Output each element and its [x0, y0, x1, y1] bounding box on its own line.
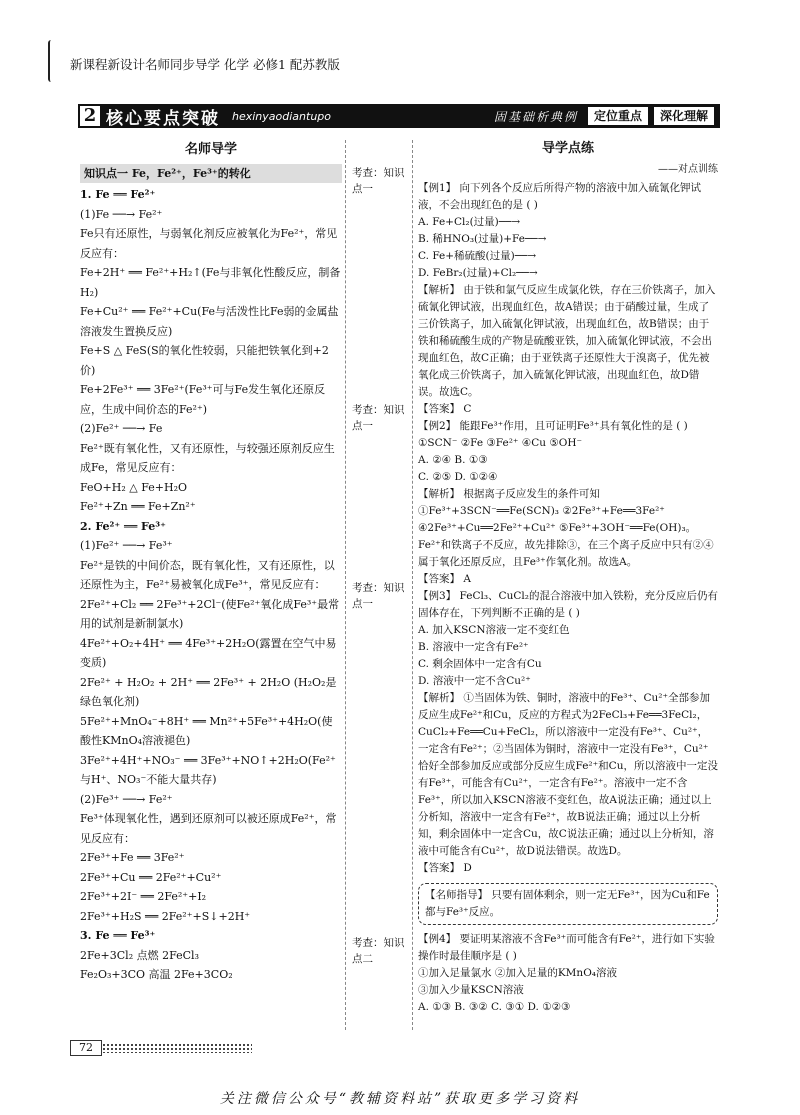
- content-line: Fe+2Fe³⁺ ══ 3Fe²⁺(Fe³⁺可与Fe发生氧化还原反应，生成中间价态的Fe²⁺): [80, 383, 326, 416]
- banner-pinyin: hexinyaodiantupo: [232, 109, 332, 123]
- example-line: 【答案】 A: [418, 573, 471, 585]
- content-line: 3. Fe ══ Fe³⁺: [80, 929, 156, 942]
- exam-label: 考查：知识点一: [352, 167, 405, 195]
- right-column: [418, 140, 718, 1016]
- exam-label: 考查：知识点一: [352, 404, 405, 432]
- content-line: 2Fe³⁺+Fe ══ 3Fe²⁺: [80, 851, 185, 864]
- footer-note: 关注微信公众号“教辅资料站”获取更多学习资料: [219, 1091, 581, 1107]
- content-line: Fe²⁺是铁的中间价态，既有氧化性，又有还原性，以还原性为主，Fe²⁺易被氧化成Fe³⁺，常见反应有：: [80, 558, 335, 591]
- exam-label: 考查：知识点二: [352, 937, 405, 965]
- running-header: 新课程新设计名师同步导学 化学 必修1 配苏教版: [70, 57, 340, 72]
- example-line: A. ②④ B. ①③: [418, 454, 488, 466]
- content-line: 2Fe³⁺+Cu ══ 2Fe²⁺+Cu²⁺: [80, 870, 222, 884]
- example-line: D. 溶液中一定不含Cu²⁺: [418, 675, 531, 687]
- content-line: (2)Fe²⁺ ──→ Fe: [80, 422, 163, 435]
- content-line: Fe₂O₃+3CO 高温 2Fe+3CO₂: [80, 968, 233, 981]
- example-line: ①加入足量氯水 ②加入足量的KMnO₄溶液: [418, 967, 618, 979]
- example-4: [418, 931, 718, 1016]
- example-line: B. 稀HNO₃(过量)+Fe──→: [418, 233, 547, 245]
- content-line: (2)Fe³⁺ ──→ Fe²⁺: [80, 792, 173, 806]
- content-line: Fe²⁺+Zn ══ Fe+Zn²⁺: [80, 500, 196, 513]
- example-1: [418, 180, 718, 418]
- example-3: [418, 588, 718, 877]
- example-line: ①SCN⁻ ②Fe ③Fe²⁺ ④Cu ⑤OH⁻: [418, 437, 583, 449]
- content-line: Fe+Cu²⁺ ══ Fe²⁺+Cu(Fe与活泼性比Fe弱的金属盐溶液发生置换反应): [80, 305, 339, 338]
- banner-tag-2: 深化理解: [654, 107, 714, 125]
- content-line: 2Fe²⁺ + H₂O₂ + 2H⁺ ══ 2Fe³⁺ + 2H₂O (H₂O₂是绿色氧化剂): [80, 675, 337, 708]
- content-line: 5Fe²⁺+MnO₄⁻+8H⁺ ══ Mn²⁺+5Fe³⁺+4H₂O(使酸性KMnO₄溶液褪色): [80, 714, 333, 747]
- content-line: Fe²⁺既有氧化性，又有还原性，与较强还原剂反应生成Fe，常见反应有：: [80, 441, 335, 474]
- right-section-title: 导学点练: [541, 141, 594, 156]
- left-section-title: 名师导学: [184, 142, 237, 157]
- knowledge-point-heading: 知识点一 Fe，Fe²⁺，Fe³⁺的转化: [80, 164, 342, 184]
- content-line: 4Fe²⁺+O₂+4H⁺ ══ 4Fe³⁺+2H₂O(露置在空气中易变质): [80, 636, 337, 669]
- content-line: 2. Fe²⁺ ══ Fe³⁺: [80, 519, 166, 533]
- column-divider: [412, 140, 413, 1030]
- left-column: [80, 140, 342, 985]
- content-line: 2Fe+3Cl₂ 点燃 2FeCl₃: [80, 948, 199, 962]
- content-line: Fe³⁺体现氧化性，遇到还原剂可以被还原成Fe²⁺，常见反应有：: [80, 812, 337, 845]
- example-line: C. 剩余固体中一定含有Cu: [418, 658, 542, 670]
- page-number: 72: [70, 1040, 102, 1056]
- content-line: 2Fe³⁺+2I⁻ ══ 2Fe²⁺+I₂: [80, 890, 207, 903]
- right-subtitle: ——对点训练: [658, 164, 718, 175]
- exam-label: 考查：知识点一: [352, 582, 405, 610]
- left-content: [80, 185, 342, 985]
- content-line: Fe+S △ FeS(S的氧化性较弱，只能把铁氧化到+2价): [80, 344, 329, 377]
- example-line: A. ①③ B. ③② C. ③① D. ①②③: [418, 1001, 571, 1013]
- teacher-tip: 【名师指导】 只要有固体剩余，则一定无Fe³⁺，因为Cu和Fe都与Fe³⁺反应。: [418, 883, 718, 925]
- section-banner: [78, 104, 720, 128]
- example-line: D. FeBr₂(过量)+Cl₂──→: [418, 267, 538, 279]
- example-line: 【解析】 根据离子反应发生的条件可知①Fe³⁺+3SCN⁻══Fe(SCN)₃ ②2Fe³⁺+Fe══3Fe²⁺ ④2Fe³⁺+Cu══2Fe²⁺+Cu²⁺ ⑤Fe³⁺+3OH⁻══Fe(OH)₃。Fe²⁺和铁离子不反应，故先排除③，在三个离子反应中只有②④属于氧化还原反应，且Fe³⁺作氧化剂。故选A。: [418, 488, 714, 568]
- example-line: ③加入少量KSCN溶液: [418, 984, 524, 996]
- content-line: FeO+H₂ △ Fe+H₂O: [80, 480, 188, 494]
- example-line: C. ②⑤ D. ①②④: [418, 471, 498, 483]
- example-line: 【解析】 ①当固体为铁、铜时，溶液中的Fe³⁺、Cu²⁺全部参加反应生成Fe²⁺和Cu，反应的方程式为2FeCl₃+Fe══3FeCl₂，CuCl₂+Fe══Cu+FeCl₂，所以溶液中一定没有Fe³⁺、Cu²⁺，一定含有Fe²⁺；②当固体为铜时，溶液中一定没有Fe³⁺，Cu²⁺恰好全部参加反应或部分反应生成Fe²⁺和Cu，所以溶液中一定没有Fe³⁺，可能含有Cu²⁺，一定含有Fe²⁺。溶液中一定不含Fe³⁺，所以加入KSCN溶液不变红色，故A说法正确；通过以上分析知，溶液中一定含有Fe²⁺，故B说法正确；通过以上分析知，剩余固体中一定含Cu，故C说法正确；通过以上分析知，溶液中可能含有Cu²⁺，故D说法错误。故选D。: [418, 692, 718, 857]
- example-line: 【解析】 由于铁和氯气反应生成氯化铁，存在三价铁离子，加入硫氰化钾试液，出现血红色，故A错误；由于硝酸过量，生成了三价铁离子，加入硫氰化钾试液，出现血红色，故B错误；由于铁和稀硫酸生成的产物是硫酸亚铁，加入硫氰化钾试液，不会出现血红色，故C正确；由于亚铁离子还原性大于溴离子，优先被氧化成三价铁离子，加入硫氰化钾试液，出现血红色，故D错误。故选C。: [418, 284, 716, 398]
- content-line: (1)Fe ──→ Fe²⁺: [80, 207, 163, 221]
- example-line: 【答案】 D: [418, 862, 472, 874]
- example-line: 【例4】 要证明某溶液不含Fe³⁺而可能含有Fe²⁺，进行如下实验操作时最佳顺序是 ( ): [418, 933, 715, 962]
- example-line: A. 加入KSCN溶液一定不变红色: [418, 624, 570, 636]
- banner-title: 核心要点突破: [106, 108, 220, 129]
- content-line: Fe+2H⁺ ══ Fe²⁺+H₂↑(Fe与非氧化性酸反应，制备H₂): [80, 266, 341, 299]
- banner-tag-1: 定位重点: [588, 107, 648, 125]
- example-line: 【答案】 C: [418, 403, 472, 415]
- content-line: 1. Fe ══ Fe²⁺: [80, 188, 156, 201]
- content-line: Fe只有还原性，与弱氧化剂反应被氧化为Fe²⁺，常见反应有：: [80, 227, 338, 260]
- banner-number: 2: [80, 106, 100, 126]
- example-line: 【例2】 能跟Fe³⁺作用，且可证明Fe³⁺具有氧化性的是 ( ): [418, 420, 688, 432]
- content-line: (1)Fe²⁺ ──→ Fe³⁺: [80, 539, 173, 552]
- example-line: 【例1】 向下列各个反应后所得产物的溶液中加入硫氰化钾试液，不会出现红色的是 ( ): [418, 182, 702, 211]
- banner-slogan: 固基础析典例: [493, 109, 578, 124]
- example-line: A. Fe+Cl₂(过量)──→: [418, 216, 521, 228]
- content-line: 3Fe²⁺+4H⁺+NO₃⁻ ══ 3Fe³⁺+NO↑+2H₂O(Fe²⁺与H⁺、NO₃⁻不能大量共存): [80, 753, 336, 786]
- column-divider: [345, 140, 346, 1030]
- content-line: 2Fe²⁺+Cl₂ ══ 2Fe³⁺+2Cl⁻(使Fe²⁺氧化成Fe³⁺最常用的试剂是新制氯水): [80, 597, 340, 630]
- header-bar: [48, 40, 54, 82]
- content-line: 2Fe³⁺+H₂S ══ 2Fe²⁺+S↓+2H⁺: [80, 909, 251, 923]
- example-line: B. 溶液中一定含有Fe²⁺: [418, 641, 529, 653]
- example-2: [418, 418, 718, 588]
- example-line: C. Fe+稀硫酸(过量)──→: [418, 250, 537, 262]
- example-line: 【例3】 FeCl₃、CuCl₂的混合溶液中加入铁粉，充分反应后仍有固体存在，下列判断不正确的是 ( ): [418, 590, 718, 619]
- page-number-dots: [102, 1043, 252, 1053]
